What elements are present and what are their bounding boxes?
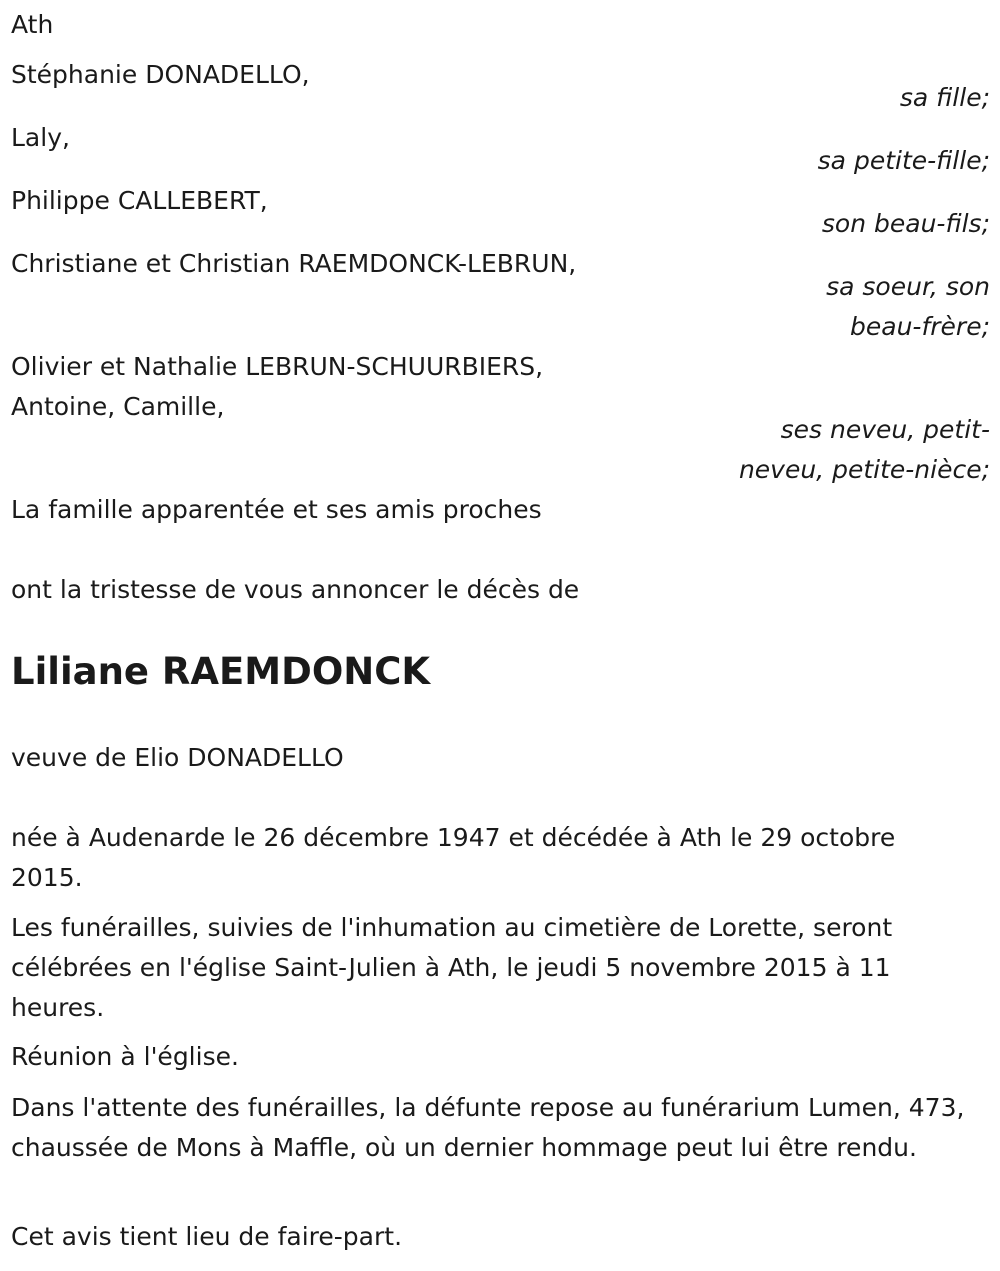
family-member-name: Laly, <box>11 123 70 152</box>
widow-of: veuve de Elio DONADELLO <box>11 743 344 772</box>
family-member-name: Philippe CALLEBERT, <box>11 186 268 215</box>
birth-death-paragraph: née à Audenarde le 26 décembre 1947 et décédée à Ath le 29 octobre 2015. <box>11 823 896 892</box>
family-member-name: Christiane et Christian RAEMDONCK-LEBRUN, <box>11 249 577 278</box>
visitation-paragraph: Dans l'attente des funérailles, la défunte repose au funérarium Lumen, 473, chaussée de Mons à Maffle, où un dernier hommage peut lui être rendu. <box>11 1093 965 1162</box>
family-member-relation-line2: neveu, petite-nièce; <box>738 455 990 484</box>
closing-paragraph: Cet avis tient lieu de faire-part. <box>11 1222 403 1251</box>
family-member-name: Stéphanie DONADELLO, <box>11 60 310 89</box>
family-member-name: Antoine, Camille, <box>11 392 225 421</box>
city-heading: Ath <box>11 10 54 39</box>
funeral-paragraph: Les funérailles, suivies de l'inhumation au cimetière de Lorette, seront célébrées en l'église Saint-Julien à Ath, le jeudi 5 novembre 2015 à 11 heures. <box>11 913 893 1022</box>
meeting-paragraph: Réunion à l'église. <box>11 1042 239 1071</box>
family-member-relation: sa petite-fille; <box>817 146 990 175</box>
family-member-relation: son beau-fils; <box>821 209 990 238</box>
family-member-relation-line2: beau-frère; <box>850 312 990 341</box>
extended-family: La famille apparentée et ses amis proches <box>11 495 542 524</box>
family-member-relation: sa fille; <box>899 83 990 112</box>
deceased-name: Liliane RAEMDONCK <box>11 650 431 693</box>
family-member-name: Olivier et Nathalie LEBRUN-SCHUURBIERS, <box>11 352 544 381</box>
family-member-relation-line1: ses neveu, petit- <box>780 415 990 444</box>
announcement-text: ont la tristesse de vous annoncer le décès de <box>11 575 580 604</box>
family-member-relation-line1: sa soeur, son <box>826 272 990 301</box>
